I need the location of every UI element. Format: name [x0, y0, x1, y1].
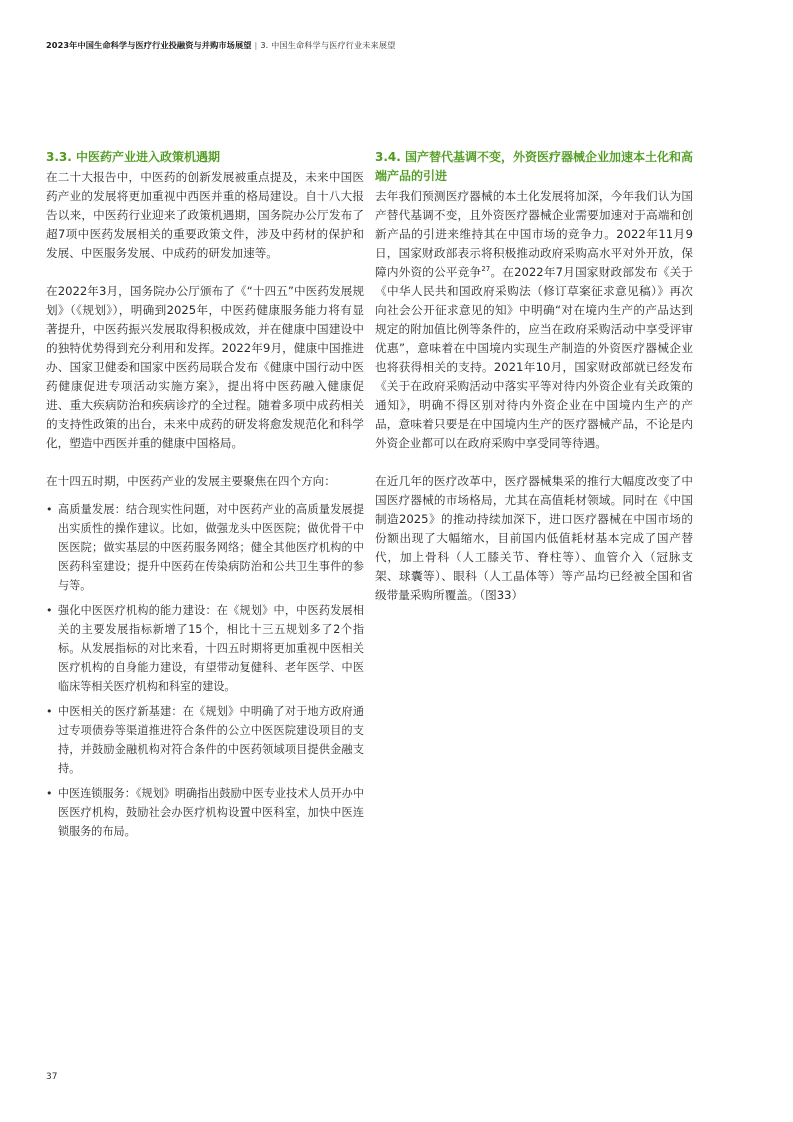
bullet-icon: • — [46, 787, 53, 800]
right-paragraph-1 — [375, 187, 693, 453]
list-item-text: 中医相关的医疗新基建：在《规划》中明确了对于地方政府通过专项债券等渠道推进符合条件的公立中医医院建设项目的支持，并鼓励金融机构对符合条件的中医药领域项目提供金融支持。 — [58, 705, 364, 775]
left-paragraph-2: 在2022年3月，国务院办公厅颁布了《“十四五”中医药发展规划》（《规划》），明确到2025年，中医药健康服务能力将有显著提升，中医药振兴发展取得积极成效，并在健康中国建设中的独特优势得到充分利用和发挥。2022年9月，健康中国推进办、国家卫健委和国家中医药局联合发布《健康中国行动中医药健康促进专项活动实施方案》，提出将中医药融入健康促进、重大疾病防治和疾病诊疗的全过程。随着多项中成药相关的支持性政策的出台，未来中成药的研发将愈发规范化和科学化，塑造中西医并重的健康中国格局。 — [46, 284, 364, 450]
right-paragraph-2: 在近几年的医疗改革中，医疗器械集采的推行大幅度改变了中国医疗器械的市场格局，尤其在高值耗材领域。同时在《中国制造2025》的推动持续加深下，进口医疗器械在中国市场的份额出现了大幅缩水，目前国内低值耗材基本完成了国产替代，加上骨科（人工膝关节、脊柱等）、血管介入（冠脉支架、球囊等）、眼科（人工晶体等）等产品均已经被全国和省级带量采购所覆盖。（图33） — [375, 474, 693, 602]
left-paragraph-1: 在二十大报告中，中医药的创新发展被重点提及，未来中国医药产业的发展将更加重视中西医并重的格局建设。自十八大报告以来，中医药行业迎来了政策机遇期，国务院办公厅发布了超7项中医药发展相关的重要政策文件，涉及中药材的保护和发展、中医服务发展、中成药的研发加速等。 — [46, 170, 364, 260]
right-column — [375, 148, 693, 605]
list-item — [46, 784, 364, 841]
left-column — [46, 148, 364, 847]
list-item-text: 中医连锁服务：《规划》明确指出鼓励中医专业技术人员开办中医医疗机构，鼓励社会办医疗机构设置中医科室，加快中医连锁服务的布局。 — [58, 787, 364, 838]
page-header — [46, 40, 395, 51]
bullet-icon: • — [46, 604, 53, 617]
section-title-3-4: 3.4. 国产替代基调不变，外资医疗器械企业加速本土化和高端产品的引进 — [375, 150, 693, 183]
footnote-ref-27[interactable]: 27 — [481, 265, 491, 274]
right-paragraph-1-part-a: 去年我们预测医疗器械的本土化发展将加深，今年我们认为国产替代基调不变，且外资医疗器械企业需要加速对于高端和创新产品的引进来维持其在中国市场的竞争力。2022年11月9日，国家财政部表示将积极推动政府采购高水平对外开放，保障内外资的公平竞争 — [375, 189, 693, 279]
list-item — [46, 500, 364, 595]
section-title-3-3: 3.3. 中医药产业进入政策机遇期 — [46, 150, 220, 164]
list-item-text: 高质量发展：结合现实性问题，对中医药产业的高质量发展提出实质性的操作建议。比如，做强龙头中医医院；做优骨干中医医院；做实基层的中医药服务网络；健全其他医疗机构的中医药科室建设；提升中医药在传染病防治和公共卫生事件的参与等。 — [58, 503, 364, 592]
left-paragraph-3: 在十四五时期，中医药产业的发展主要聚焦在四个方向： — [46, 474, 336, 488]
report-title: 2023年中国生命科学与医疗行业投融资与并购市场展望 — [46, 40, 252, 50]
list-item — [46, 702, 364, 778]
chapter-title: 3. 中国生命科学与医疗行业未来展望 — [260, 40, 396, 50]
right-paragraph-1-part-b: 。在2022年7月国家财政部发布《关于《中华人民共和国政府采购法（修订草案征求意见稿）》再次向社会公开征求意见的知》中明确“对在境内生产的产品达到规定的附加值比例等条件的，应当在政府采购活动中享受评审优惠”，意味着在中国境内实现生产制造的外资医疗器械企业也将获得相关的支持。2021年10月，国家财政部就已经发布《关于在政府采购活动中落实平等对待内外资企业有关政策的通知》，明确不得区别对待内外资企业在中国境内生产的产品，意味着只要是在中国境内生产的医疗器械产品，不论是内外资企业都可以在政府采购中享受同等待遇。 — [375, 265, 693, 450]
focus-directions-list — [46, 500, 364, 841]
page-number: 37 — [46, 1072, 58, 1082]
header-separator: | — [254, 40, 258, 50]
list-item-text: 强化中医医疗机构的能力建设：在《规划》中，中医药发展相关的主要发展指标新增了15个，相比十三五规划多了2个指标。从发展指标的对比来看，十四五时期将更加重视中医相关医疗机构的自身能力建设，有望带动复健科、老年医学、中医临床等相关医疗机构和科室的建设。 — [58, 604, 364, 693]
bullet-icon: • — [46, 503, 53, 516]
bullet-icon: • — [46, 705, 53, 718]
list-item — [46, 601, 364, 696]
